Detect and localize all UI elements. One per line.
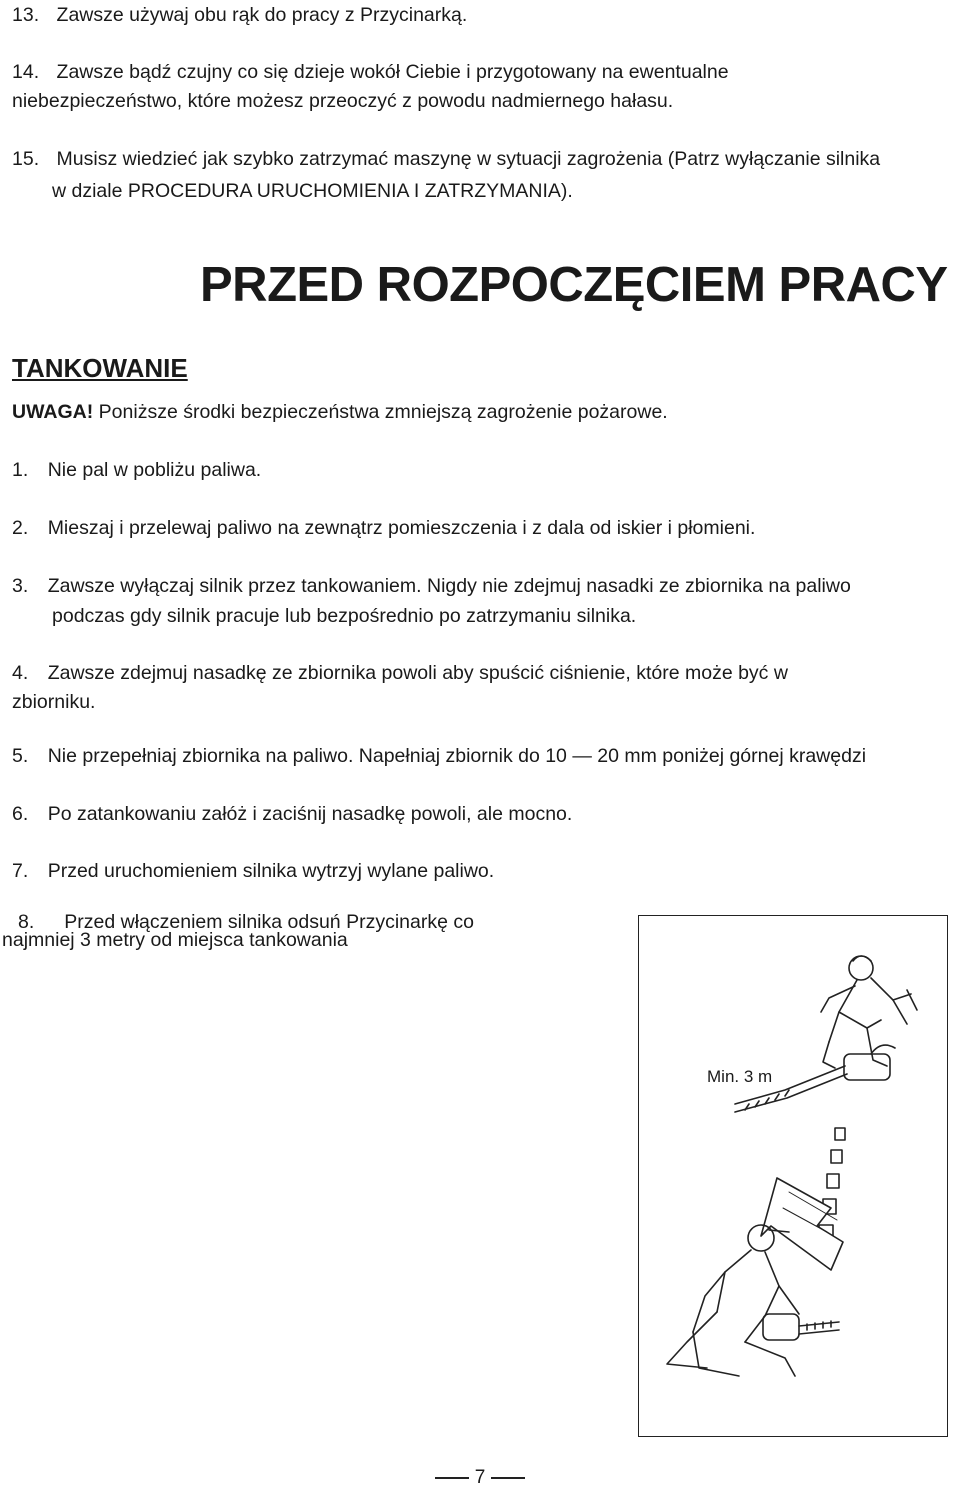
list-item-1 bbox=[12, 455, 261, 485]
item-text-line2: najmniej 3 metry od miejsca tankowania bbox=[2, 929, 348, 951]
refuel-distance-illustration bbox=[638, 915, 948, 1437]
item-text: Po zatankowaniu załóż i zaciśnij nasadkę powoli, ale mocno. bbox=[47, 803, 573, 825]
distance-label: Min. 3 m bbox=[707, 1067, 773, 1086]
item-number: 7. bbox=[12, 860, 29, 882]
dashed-path bbox=[819, 1128, 845, 1241]
item-text: Nie pal w pobliżu paliwa. bbox=[47, 459, 262, 481]
warning-text: Poniższe środki bezpieczeństwa zmniejszą zagrożenie pożarowe. bbox=[98, 401, 668, 423]
item-number: 5. bbox=[12, 745, 29, 767]
item-text: Przed uruchomieniem silnika wytrzyj wylane paliwo. bbox=[47, 860, 495, 882]
illustration-drawing bbox=[639, 916, 947, 1436]
page-number: 7 bbox=[474, 1467, 486, 1488]
arrow-icon bbox=[761, 1178, 843, 1270]
list-item-7 bbox=[12, 856, 494, 886]
list-item-4 bbox=[12, 658, 788, 688]
section-title: PRZED ROZPOCZĘCIEM PRACY bbox=[200, 258, 948, 312]
item-number: 1. bbox=[12, 459, 29, 481]
list-item-8-cont bbox=[2, 928, 348, 952]
item-text-line1: Zawsze zdejmuj nasadkę ze zbiornika powoli aby spuścić ciśnienie, które może być w bbox=[47, 662, 788, 684]
warning-label: UWAGA! bbox=[12, 401, 94, 423]
list-item-2 bbox=[12, 513, 755, 543]
item-text-line2: podczas gdy silnik pracuje lub bezpośrednio po zatrzymaniu silnika. bbox=[52, 605, 637, 627]
item-number: 15. bbox=[12, 148, 40, 170]
warning-line bbox=[12, 397, 668, 427]
item-text-line1: Zawsze bądź czujny co się dzieje wokół Ciebie i przygotowany na ewentualne bbox=[56, 61, 729, 83]
item-number: 2. bbox=[12, 517, 29, 539]
item-text-line2: niebezpieczeństwo, które możesz przeoczyć z powodu nadmiernego hałasu. bbox=[12, 90, 674, 112]
list-item-13 bbox=[12, 0, 467, 30]
list-item-15-cont bbox=[52, 176, 573, 206]
item-text: Nie przepełniaj zbiornika na paliwo. Napełniaj zbiornik do 10 — 20 mm poniżej górnej krawędzi bbox=[47, 745, 867, 767]
item-text: Mieszaj i przelewaj paliwo na zewnątrz pomieszczenia i z dala od iskier i płomieni. bbox=[47, 517, 756, 539]
list-item-15 bbox=[12, 144, 880, 174]
list-item-5 bbox=[12, 741, 866, 771]
worker-refueling-figure bbox=[821, 956, 917, 1068]
item-number: 14. bbox=[12, 61, 40, 83]
item-text-line2: zbiorniku. bbox=[12, 691, 96, 713]
subheading: TANKOWANIE bbox=[12, 353, 188, 383]
item-text: Zawsze używaj obu rąk do pracy z Przycinarką. bbox=[56, 4, 468, 26]
list-item-3 bbox=[12, 571, 851, 601]
footer-rule-right bbox=[491, 1477, 525, 1479]
item-text-line1: Zawsze wyłączaj silnik przez tankowaniem. Nigdy nie zdejmuj nasadki ze zbiornika na paliwo bbox=[47, 575, 851, 597]
list-item-14-cont bbox=[12, 86, 673, 116]
item-text-line1: Musisz wiedzieć jak szybko zatrzymać maszynę w sytuacji zagrożenia (Patrz wyłączanie silnika bbox=[56, 148, 881, 170]
item-number: 6. bbox=[12, 803, 29, 825]
item-number: 3. bbox=[12, 575, 29, 597]
worker-starting-figure bbox=[667, 1225, 799, 1376]
item-text-line2: w dziale PROCEDURA URUCHOMIENIA I ZATRZYMANIA). bbox=[52, 180, 573, 202]
hedge-trimmer-lower bbox=[763, 1314, 839, 1340]
list-item-3-cont bbox=[52, 601, 636, 631]
item-text-line1: Przed włączeniem silnika odsuń Przycinarkę co bbox=[64, 911, 474, 933]
item-number: 4. bbox=[12, 662, 29, 684]
page-footer bbox=[0, 1466, 960, 1490]
list-item-4-cont bbox=[12, 687, 95, 717]
item-number: 8. bbox=[18, 911, 35, 933]
footer-rule-left bbox=[435, 1477, 469, 1479]
item-number: 13. bbox=[12, 4, 40, 26]
list-item-14 bbox=[12, 57, 729, 87]
list-item-6 bbox=[12, 799, 572, 829]
